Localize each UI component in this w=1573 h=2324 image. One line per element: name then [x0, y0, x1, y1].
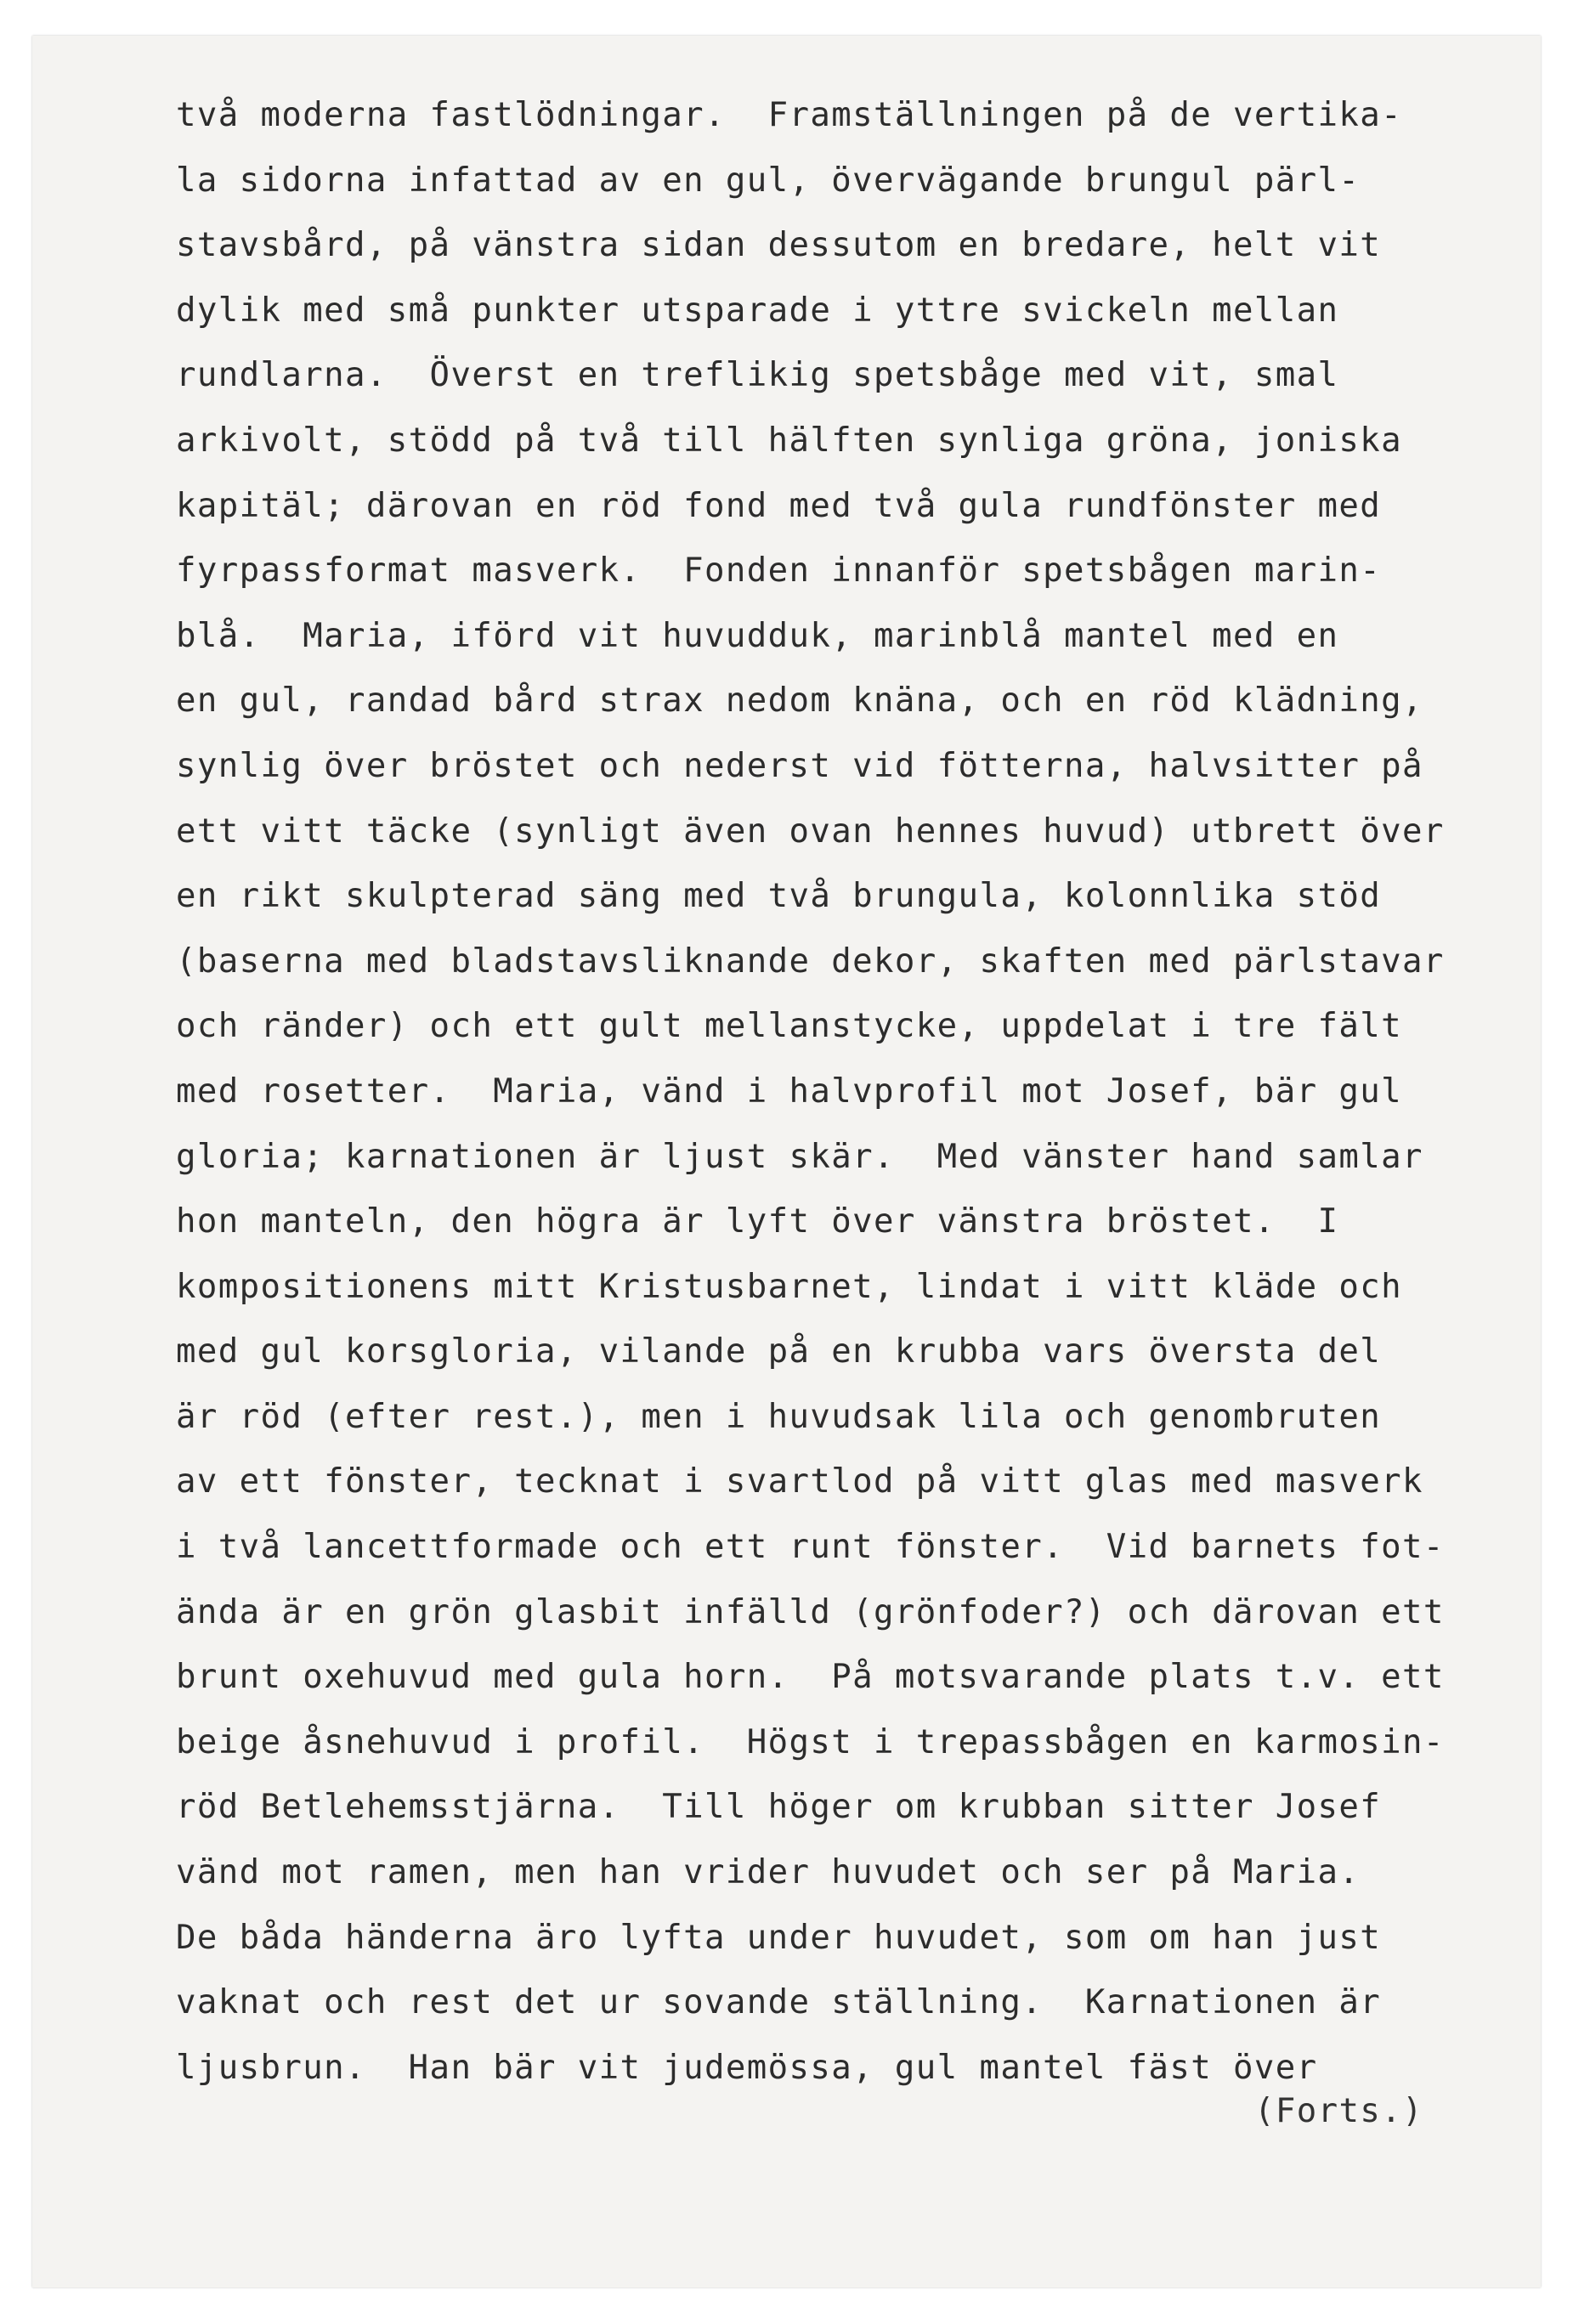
text-line: ett vitt täcke (synligt även ovan hennes huvud) utbrett över — [176, 811, 1445, 851]
text-line: arkivolt, stödd på två till hälften synliga gröna, joniska — [176, 421, 1403, 460]
text-line: fyrpassformat masverk. Fonden innanför spetsbågen marin- — [176, 551, 1382, 591]
text-line: la sidorna infattad av en gul, övervägande brungul pärl- — [176, 161, 1361, 200]
text-line: hon manteln, den högra är lyft över vänstra bröstet. I — [176, 1202, 1339, 1241]
text-line: beige åsnehuvud i profil. Högst i trepassbågen en karmosin- — [176, 1722, 1445, 1761]
text-line: kompositionens mitt Kristusbarnet, lindat i vitt kläde och — [176, 1267, 1403, 1306]
text-line: brunt oxehuvud med gula horn. På motsvarande plats t.v. ett — [176, 1658, 1445, 1697]
text-line: kapitäl; därovan en röd fond med två gula rundfönster med — [176, 486, 1382, 525]
typewritten-text-block — [176, 83, 1519, 2101]
continuation-note: (Forts.) — [1254, 2092, 1424, 2130]
text-line: är röd (efter rest.), men i huvudsak lila och genombruten — [176, 1397, 1382, 1436]
text-line: i två lancettformade och ett runt fönster. Vid barnets fot- — [176, 1528, 1445, 1567]
text-line: en gul, randad bård strax nedom knäna, och en röd klädning, — [176, 681, 1423, 721]
text-line: en rikt skulpterad säng med två brungula, kolonnlika stöd — [176, 877, 1382, 916]
text-line: ljusbrun. Han bär vit judemössa, gul mantel fäst över — [176, 2048, 1318, 2087]
text-line: och ränder) och ett gult mellanstycke, uppdelat i tre fält — [176, 1007, 1403, 1046]
text-line: av ett fönster, tecknat i svartlod på vitt glas med masverk — [176, 1462, 1423, 1501]
text-line: stavsbård, på vänstra sidan dessutom en bredare, helt vit — [176, 226, 1382, 265]
text-line: med rosetter. Maria, vänd i halvprofil mot Josef, bär gul — [176, 1072, 1403, 1111]
text-line: De båda händerna äro lyfta under huvudet, som om han just — [176, 1918, 1382, 1957]
text-line: rundlarna. Överst en treflikig spetsbåge med vit, smal — [176, 356, 1339, 395]
text-line: ända är en grön glasbit infälld (grönfoder?) och därovan ett — [176, 1592, 1445, 1631]
text-line: dylik med små punkter utsparade i yttre svickeln mellan — [176, 291, 1339, 330]
text-line: vaknat och rest det ur sovande ställning. Karnationen är — [176, 1983, 1382, 2022]
text-line: två moderna fastlödningar. Framställningen på de vertika- — [176, 96, 1403, 134]
text-line: vänd mot ramen, men han vrider huvudet och ser på Maria. — [176, 1853, 1361, 1892]
text-line: med gul korsgloria, vilande på en krubba vars översta del — [176, 1332, 1382, 1371]
text-line: blå. Maria, iförd vit huvudduk, marinblå mantel med en — [176, 616, 1339, 655]
text-line: synlig över bröstet och nederst vid fötterna, halvsitter på — [176, 746, 1423, 785]
text-line: gloria; karnationen är ljust skär. Med vänster hand samlar — [176, 1137, 1423, 1176]
text-line: röd Betlehemsstjärna. Till höger om krubban sitter Josef — [176, 1788, 1382, 1827]
text-line: (baserna med bladstavsliknande dekor, skaften med pärlstavar — [176, 941, 1445, 981]
